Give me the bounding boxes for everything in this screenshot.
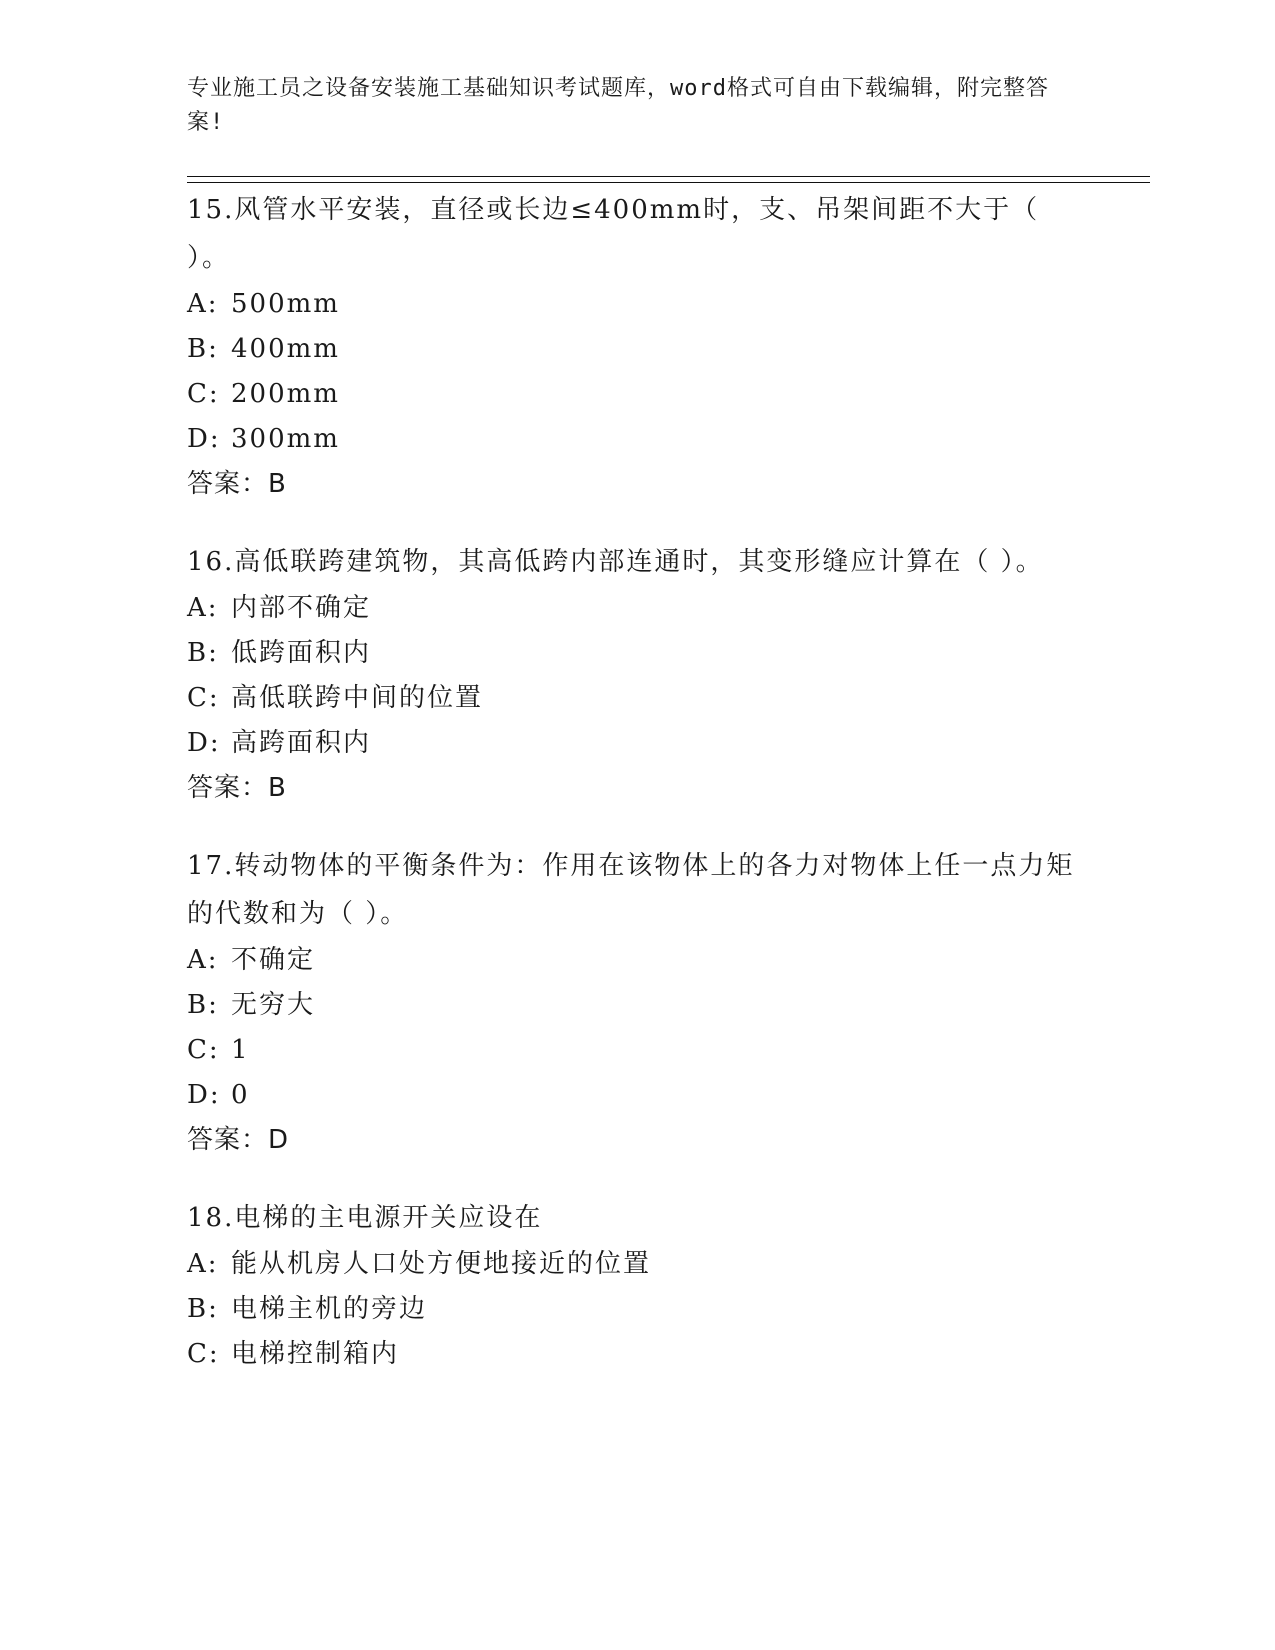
option-a xyxy=(187,938,1087,983)
header-divider-top xyxy=(187,176,1150,177)
question-stem: 15.风管水平安装，直径或长边≤400mm时，支、吊架间距不大于（ ）。 xyxy=(187,195,1040,273)
option-letter: B: xyxy=(187,1294,219,1324)
question-15 xyxy=(187,186,1087,506)
option-a xyxy=(187,1242,1087,1287)
option-letter: C: xyxy=(187,1035,220,1065)
option-a xyxy=(187,282,1087,327)
option-b xyxy=(187,631,1087,676)
option-c xyxy=(187,676,1087,721)
option-text: 500mm xyxy=(231,289,340,319)
option-text: 无穷大 xyxy=(231,990,316,1020)
question-stem: 17.转动物体的平衡条件为：作用在该物体上的各力对物体上任一点力矩的代数和为（ ）。 xyxy=(187,851,1075,929)
option-letter: D: xyxy=(187,1080,221,1110)
option-b xyxy=(187,327,1087,372)
option-b xyxy=(187,1287,1087,1332)
option-text: 300mm xyxy=(231,424,340,454)
option-b xyxy=(187,983,1087,1028)
option-text: 电梯控制箱内 xyxy=(231,1339,400,1369)
option-text: 能从机房人口处方便地接近的位置 xyxy=(231,1249,652,1279)
option-text: 电梯主机的旁边 xyxy=(231,1294,428,1324)
question-stem: 18.电梯的主电源开关应设在 xyxy=(187,1203,543,1233)
document-header: 专业施工员之设备安装施工基础知识考试题库，word格式可自由下载编辑，附完整答案! xyxy=(187,76,1049,135)
option-letter: A: xyxy=(187,945,219,975)
option-letter: A: xyxy=(187,289,219,319)
option-d xyxy=(187,1073,1087,1118)
option-text: 低跨面积内 xyxy=(231,638,372,668)
option-text: 内部不确定 xyxy=(231,593,372,623)
option-letter: C: xyxy=(187,683,220,713)
option-c xyxy=(187,1028,1087,1073)
question-18 xyxy=(187,1194,1087,1377)
option-letter: A: xyxy=(187,1249,219,1279)
option-d xyxy=(187,721,1087,766)
option-letter: B: xyxy=(187,334,219,364)
option-text: 高跨面积内 xyxy=(231,728,372,758)
option-letter: C: xyxy=(187,1339,220,1369)
question-stem: 16.高低联跨建筑物，其高低跨内部连通时，其变形缝应计算在（ ）。 xyxy=(187,547,1044,577)
question-16 xyxy=(187,538,1087,810)
option-letter: C: xyxy=(187,379,220,409)
option-text: 0 xyxy=(231,1080,250,1110)
question-17 xyxy=(187,842,1087,1162)
header-divider-bottom xyxy=(187,182,1150,183)
option-letter: B: xyxy=(187,990,219,1020)
option-letter: D: xyxy=(187,424,221,454)
answer-line: 答案：B xyxy=(187,773,287,803)
option-text: 400mm xyxy=(231,334,340,364)
question-list xyxy=(187,186,1087,1409)
option-text: 200mm xyxy=(231,379,340,409)
option-text: 高低联跨中间的位置 xyxy=(231,683,484,713)
option-letter: B: xyxy=(187,638,219,668)
option-text: 1 xyxy=(231,1035,250,1065)
option-c xyxy=(187,1332,1087,1377)
answer-line: 答案：D xyxy=(187,1125,290,1155)
option-a xyxy=(187,586,1087,631)
option-c xyxy=(187,372,1087,417)
option-text: 不确定 xyxy=(231,945,316,975)
answer-line: 答案：B xyxy=(187,469,287,499)
option-letter: A: xyxy=(187,593,219,623)
option-letter: D: xyxy=(187,728,221,758)
option-d xyxy=(187,417,1087,462)
